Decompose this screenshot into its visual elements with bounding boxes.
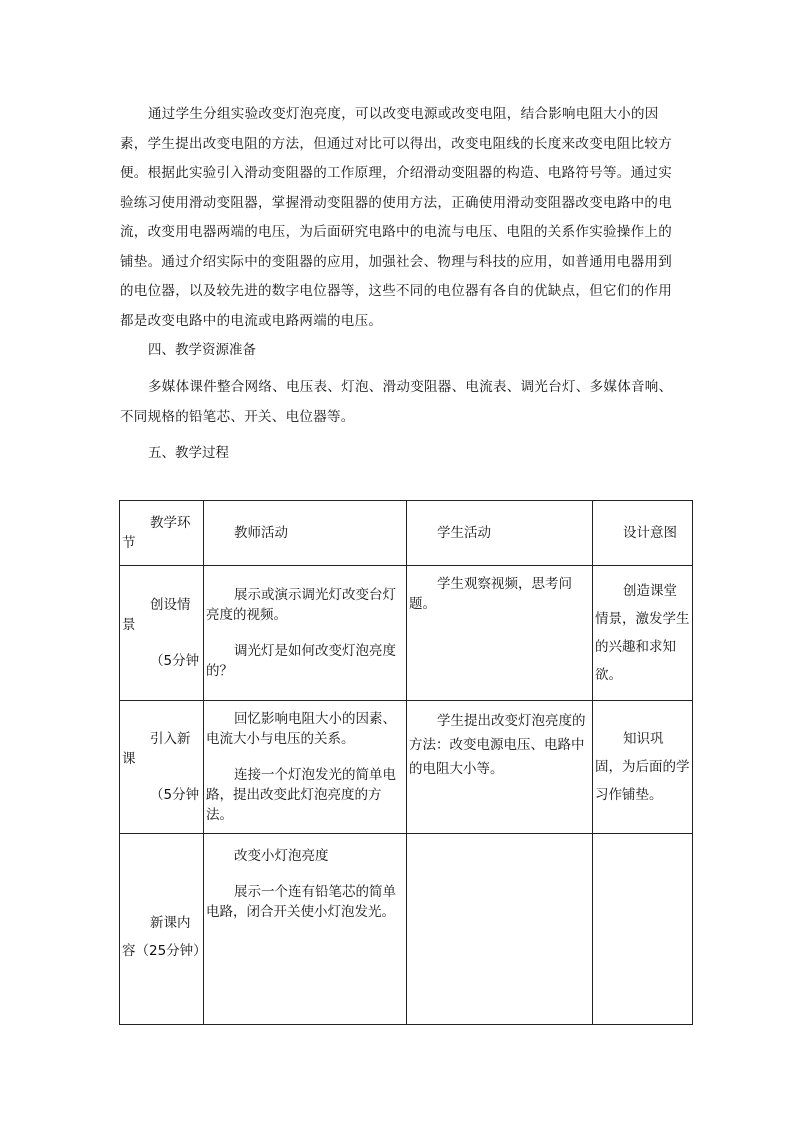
design-intent-text: 创造课堂情景，激发学生的兴趣和求知欲。 <box>595 583 690 683</box>
teacher-activity-text: 回忆影响电阻大小的因素、电流大小与电压的关系。 <box>206 711 396 747</box>
stage-name: 引入新课 <box>122 731 191 767</box>
table-row <box>120 834 693 1025</box>
teacher-activity-cell <box>204 566 407 701</box>
header-cell-teacher <box>204 501 407 566</box>
teacher-activity-cell <box>204 834 407 1025</box>
table-row <box>120 701 693 834</box>
header-cell-stage <box>120 501 204 566</box>
section-heading-resources: 四、教学资源准备 <box>148 342 256 358</box>
stage-name: 创设情景 <box>122 597 191 633</box>
header-stage-label: 教学环节 <box>122 515 191 551</box>
stage-cell <box>120 701 204 834</box>
design-intent-cell <box>593 566 693 701</box>
design-intent-cell <box>593 834 693 1025</box>
stage-cell <box>120 566 204 701</box>
student-activity-cell <box>407 566 593 701</box>
teacher-activity-text: 连接一个灯泡发光的简单电路，提出改变此灯泡亮度的方法。 <box>206 767 396 823</box>
stage-time: （5分钟 <box>150 653 200 669</box>
stage-time: （5分钟 <box>150 787 200 803</box>
header-cell-student <box>407 501 593 566</box>
teacher-activity-text: 展示一个连有铅笔芯的简单电路，闭合开关使小灯泡发光。 <box>206 884 396 920</box>
header-student-label: 学生活动 <box>437 525 491 541</box>
teacher-activity-text: 调光灯是如何改变灯泡亮度的？ <box>206 643 396 679</box>
student-activity-text: 学生观察视频，思考问题。 <box>409 576 572 612</box>
stage-cell <box>120 834 207 1025</box>
intro-paragraph: 通过学生分组实验改变灯泡亮度，可以改变电源或改变电阻，结合影响电阻大小的因素，学生提出改变电阻的方法，但通过对比可以得出，改变电阻线的长度来改变电阻比较方便。根据此实验引入滑动变阻器的工作原理，介绍滑动变阻器的构造、电路符号等。通过实验练习使用滑动变阻器，掌握滑动变阻器的使用方法，正确使用滑动变阻器改变电路中的电流，改变用电器两端的电压，为后面研究电路中的电流与电压、电阻的关系作实验操作上的铺垫。通过介绍实际中的变阻器的应用，加强社会、物理与科技的应用，如普通用电器用到的电位器，以及较先进的数字电位器等，这些不同的电位器有各自的优缺点，但它们的作用都是改变电路中的电流或电路两端的电压。 <box>120 106 672 329</box>
design-intent-text: 知识巩固，为后面的学习作铺垫。 <box>595 731 690 803</box>
student-activity-text: 学生提出改变灯泡亮度的方法：改变电源电压、电路中的电阻大小等。 <box>409 713 586 777</box>
teacher-activity-text: 展示或演示调光灯改变台灯亮度的视频。 <box>206 587 396 623</box>
stage-name: 新课内容（25分钟） <box>122 915 207 959</box>
teacher-activity-cell <box>204 701 407 834</box>
header-teacher-label: 教师活动 <box>234 525 288 541</box>
teaching-process-table <box>119 500 693 1025</box>
section-heading-process: 五、教学过程 <box>148 445 229 461</box>
table-row <box>120 566 693 701</box>
student-activity-cell <box>407 834 593 1025</box>
table-header-row <box>120 501 693 566</box>
student-activity-cell <box>407 701 593 834</box>
header-cell-intent <box>593 501 693 566</box>
teacher-activity-text: 改变小灯泡亮度 <box>234 848 329 864</box>
design-intent-cell <box>593 701 693 834</box>
resources-paragraph: 多媒体课件整合网络、电压表、灯泡、滑动变阻器、电流表、调光台灯、多媒体音响、不同规格的铅笔芯、开关、电位器等。 <box>120 379 673 425</box>
header-intent-label: 设计意图 <box>623 525 677 541</box>
